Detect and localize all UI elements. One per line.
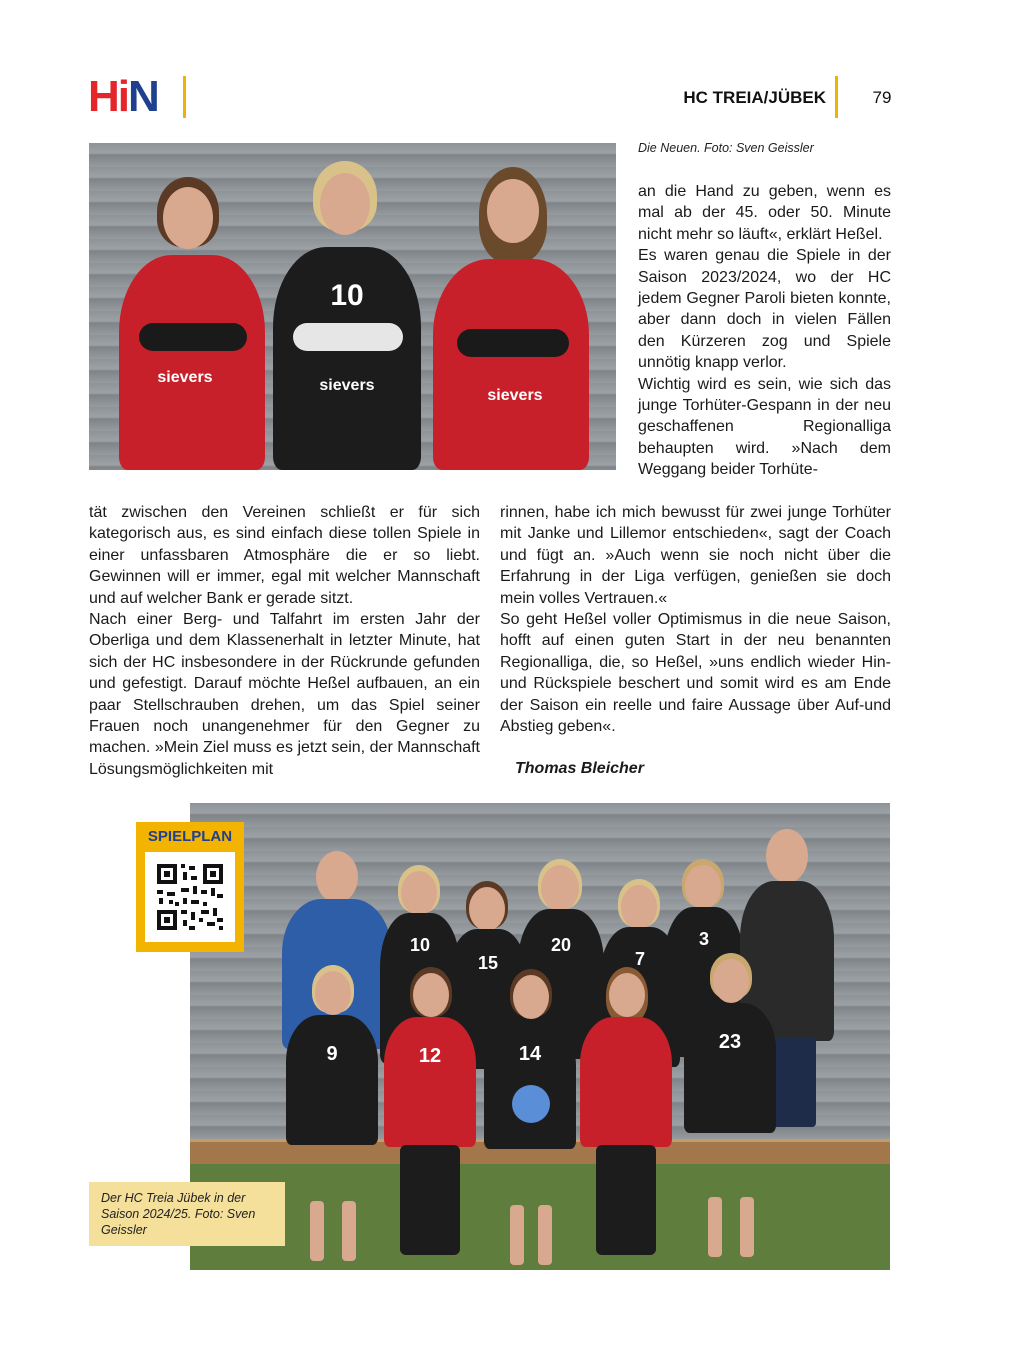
player-figure [267,143,427,470]
jersey-number: 10 [330,279,364,312]
paragraph: rinnen, habe ich mich bewusst für zwei junge Torhüter mit Janke und Lillemor entschieden«, sagt der Coach und fügt an. »Auch wenn sie noch nicht über die Erfahrung in der Liga verfügen, genießen sie doch mein volles Vertrauen.« [500,504,891,607]
jersey-number: 20 [550,935,572,955]
jersey-number: 14 [518,1043,542,1065]
page-number: 79 [872,88,892,107]
sponsor-label: sievers [319,377,375,394]
article-column-right-top [638,181,891,481]
sponsor-label: sievers [157,369,213,386]
jersey-number: 10 [409,935,431,955]
photo-caption-top: Die Neuen. Foto: Sven Geissler [638,141,814,155]
jersey-number: 12 [418,1045,442,1067]
qr-code-icon[interactable] [145,852,235,942]
jersey-number: 7 [634,949,645,969]
jersey-number: 3 [698,929,709,949]
caption-text: Der HC Treia Jübek in der Saison 2024/25. Foto: Sven Geissler [101,1191,256,1237]
paragraph: Nach einer Berg- und Talfahrt im ersten Jahr der Oberliga und dem Klassenerhalt in letzter Minute, hat sich der HC insbesondere in der Rückrunde gefunden und gefestigt. Darauf möchte Heßel aufbauen, an ein paar Stellschrauben drehen, um das Spiel seiner Frauen noch unangenehmer für den Gegner zu machen. »Mein Ziel muss es jetzt sein, der Mannschaft Lösungsmöglichkeiten mit [89,611,480,778]
section-title: HC TREIA/JÜBEK [683,88,826,107]
player-figure [480,969,580,1269]
paragraph: tät zwischen den Vereinen schließt er für sich kategorisch aus, es sind einfach diese tollen Spiele in einer unfassbaren Atmosphäre die er so liebt. Gewinnen will er immer, egal mit welcher Mannschaft und auf welcher Bank er gerade sitzt. [89,504,480,607]
player-figure [576,967,676,1267]
sponsor-label: sievers [487,387,543,404]
photo-new-players [89,143,616,470]
paragraph: an die Hand zu geben, wenn es mal ab der 45. oder 50. Minute nicht mehr so läuft«, erklärt Heßel. [638,183,891,243]
player-figure [111,143,271,470]
header-divider-right [835,76,838,118]
paragraph: Es waren genau die Spiele in der Saison 2023/2024, wo der HC jedem Gegner Paroli bieten konnte, aber dann doch in vielen Fällen den Kürzeren zog und Spiele unnötig knapp verlor. [638,247,891,372]
player-figure [282,965,382,1265]
player-figure [380,967,480,1267]
qr-label: SPIELPLAN [147,828,233,845]
player-figure [427,143,597,470]
article-column-left [89,502,480,780]
jersey-number: 9 [326,1043,338,1065]
paragraph: So geht Heßel voller Optimismus in die neue Saison, hofft auf einen guten Start in der neu benannten Regionalliga, die, so Heßel, »uns endlich wieder Hin-und Rückspiele beschert und somit wird es am Ende der Saison ein reelle und faire Aussage über Auf-und Abstieg geben«. [500,611,891,736]
spielplan-qr-badge[interactable] [136,822,244,952]
magazine-logo: HiN [88,72,158,121]
photo-team [190,803,890,1270]
header-divider [183,76,186,118]
jersey-number: 15 [477,953,499,973]
handball [512,1085,550,1123]
paragraph: Wichtig wird es sein, wie sich das junge Torhüter-Gespann in der neu geschaffenen Regionalliga behaupten wird. »Nach dem Weggang beider Torhüte- [638,375,891,479]
jersey-number: 23 [718,1031,742,1053]
photo-caption-bottom [89,1182,285,1246]
player-figure [680,953,780,1253]
article-author: Thomas Bleicher [515,760,644,777]
article-column-right-bottom [500,502,891,737]
